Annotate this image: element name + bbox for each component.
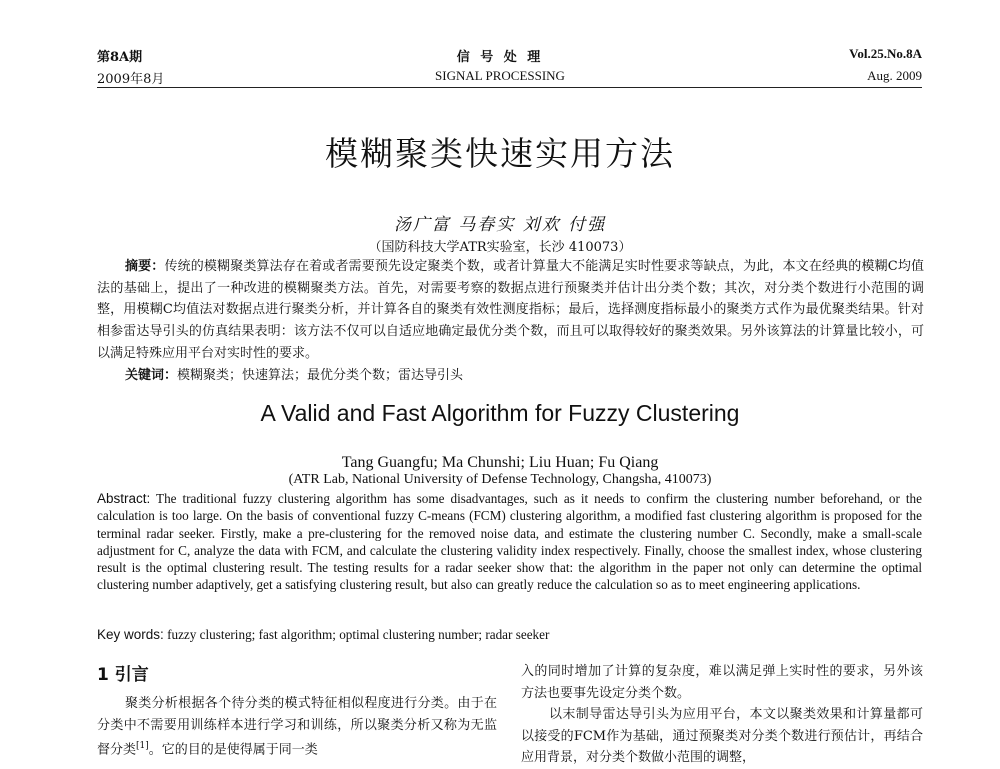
section-heading: 1 引言 xyxy=(97,665,149,685)
keywords-en xyxy=(97,627,549,643)
volume-number: Vol.25.No.8A xyxy=(849,46,922,61)
right-column xyxy=(521,661,923,769)
right-paragraph-1: 入的同时增加了计算的复杂度，难以满足弹上实时性的要求，另外该方法也要事先设定分类个数。 xyxy=(521,664,923,701)
affiliation-cn: （国防科技大学ATR实验室，长沙 410073） xyxy=(368,240,632,255)
left-paragraph-text: 聚类分析根据各个待分类的模式特征相似程度进行分类。由于在分类中不需要用训练样本进行学习和训练，所以聚类分析又称为无监督分类 xyxy=(97,696,497,758)
abstract-label-en: Abstract: xyxy=(97,491,151,506)
keywords-cn xyxy=(125,364,463,383)
issue-date: 2009年8月 xyxy=(97,72,165,87)
affiliation-en: (ATR Lab, National University of Defense Technology, Changsha, 410073) xyxy=(288,472,712,487)
authors-en: Tang Guangfu; Ma Chunshi; Liu Huan; Fu Qiang xyxy=(341,454,659,471)
abstract-en xyxy=(97,490,922,594)
paper-title-cn: 模糊聚类快速实用方法 xyxy=(325,134,675,173)
issue-number: 第8A期 xyxy=(97,50,143,65)
abstract-body-cn: 传统的模糊聚类算法存在着或者需要预先设定聚类个数，或者计算量大不能满足实时性要求等缺点，为此，本文在经典的模糊C均值法的基础上，提出了一种改进的模糊聚类方法。首先，对需要考察的数据点进行预聚类并估计出分类个数；其次，对分类个数进行小范围的调整，用模糊C均值法对数据点进行聚类分析，并计算各自的聚类有效性测度指标；最后，选择测度指标最小的聚类方式作为最优聚类结果。针对相参雷达导引头的仿真结果表明：该方法不仅可以自适应地确定最优分类个数，而且可以取得较好的聚类效果。另外该算法的计算量比较小，可以满足特殊应用平台对实时性的要求。 xyxy=(97,259,924,361)
keywords-label-en: Key words: xyxy=(97,627,164,642)
left-paragraph xyxy=(97,693,497,761)
abstract-cn xyxy=(97,256,924,365)
keywords-label-cn: 关键词： xyxy=(125,368,178,383)
citation-ref: [1] xyxy=(136,741,149,751)
abstract-body-en: The traditional fuzzy clustering algorithm has some disadvantages, such as it needs to confirm the clustering number beforehand, or the calculation is too large. On the basis of conventional fuzzy C-means (FCM) clustering algorithm, a modified fast clustering algorithm is proposed for the terminal radar seeker. Firstly, make a pre-clustering for the removed noise data, and estimate the clustering number C. Secondly, make a small-scale adjustment for C, analyze the data with FCM, and calculate the clustering validity index respectively. Finally, choose the smallest index, whose clustering result is the optimal clustering result. The testing results for a radar seeker show that: the algorithm in the paper not only can determine the optimal clustering number adaptively, get a satisfying clustering result, but also can greatly reduce the calculation so as to meet engineering applications. xyxy=(97,491,922,593)
right-paragraph-2: 以末制导雷达导引头为应用平台，本文以聚类效果和计算量都可以接受的FCM作为基础，通过预聚类对分类个数进行预估计，再结合应用背景，对分类个数做小范围的调整， xyxy=(521,707,923,765)
journal-name-cn: 信 号 处 理 xyxy=(456,50,544,65)
abstract-label-cn: 摘要： xyxy=(125,259,165,274)
keywords-body-en: fuzzy clustering; fast algorithm; optimal clustering number; radar seeker xyxy=(167,627,550,642)
issue-date-en: Aug. 2009 xyxy=(867,68,922,83)
journal-name-en: SIGNAL PROCESSING xyxy=(435,68,565,83)
header-rule xyxy=(97,87,922,88)
paper-title-en: A Valid and Fast Algorithm for Fuzzy Clustering xyxy=(260,400,740,426)
keywords-body-cn: 模糊聚类；快速算法；最优分类个数；雷达导引头 xyxy=(177,368,464,383)
left-column xyxy=(97,693,497,761)
authors-cn: 汤广富 马春实 刘欢 付强 xyxy=(393,215,607,235)
left-paragraph-tail: 。它的目的是使得属于同一类 xyxy=(148,742,318,758)
